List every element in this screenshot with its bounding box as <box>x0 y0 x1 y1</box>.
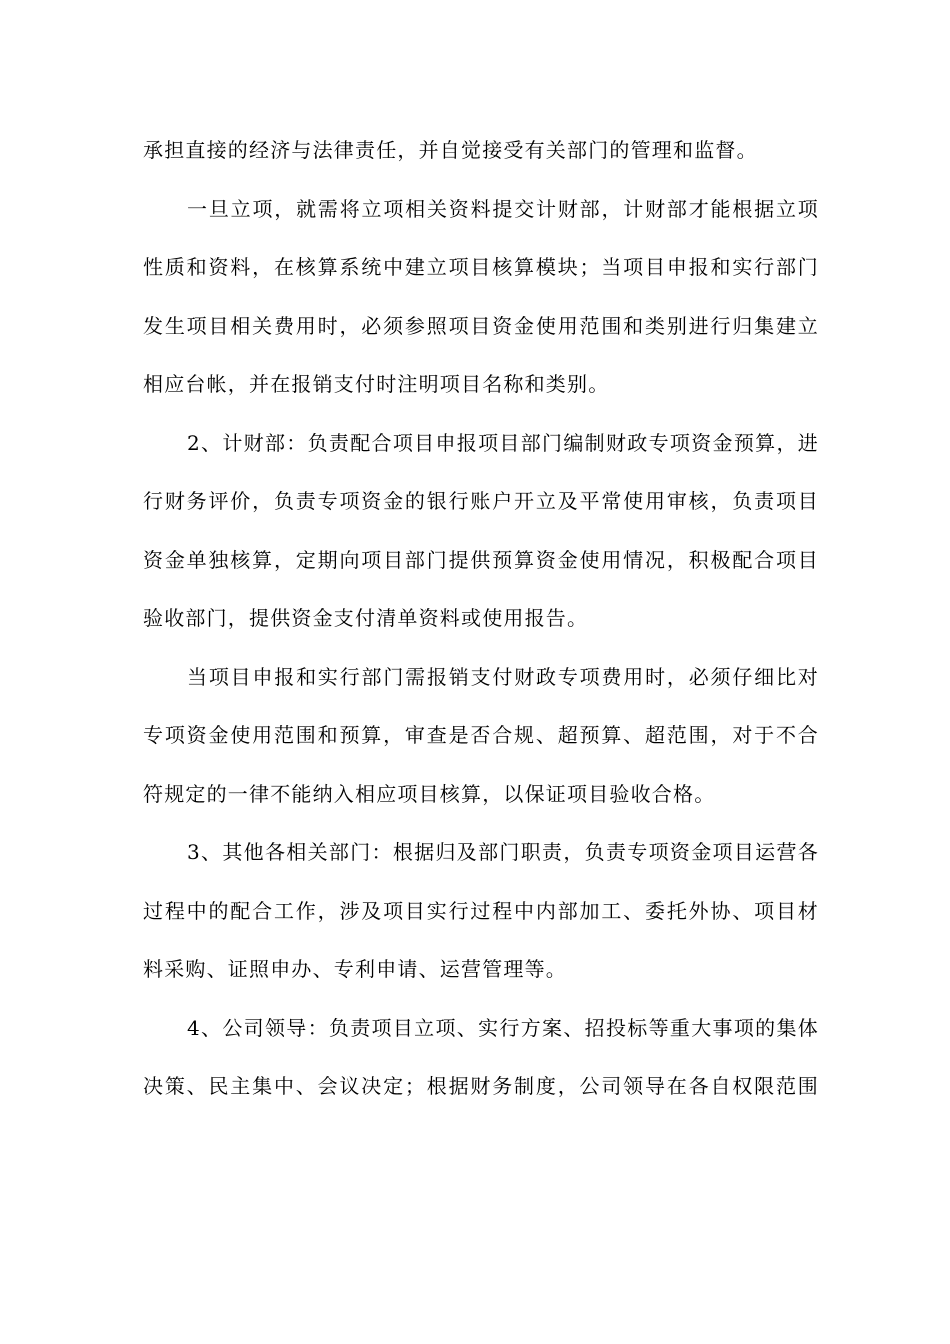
text-line: 发生项目相关费用时，必须参照项目资金使用范围和类别进行归集建立 <box>143 313 819 338</box>
text-line: 3、其他各相关部门：根据归及部门职责，负责专项资金项目运营各 <box>187 840 819 864</box>
text-line: 相应台帐，并在报销支付时注明项目名称和类别。 <box>143 372 610 396</box>
text-line: 决策、民主集中、会议决定；根据财务制度，公司领导在各自权限范围 <box>143 1074 819 1098</box>
text-line: 过程中的配合工作，涉及项目实行过程中内部加工、委托外协、项目材 <box>143 898 819 923</box>
text-line: 承担直接的经济与法律责任，并自觉接受有关部门的管理和监督。 <box>143 138 758 162</box>
text-line: 料采购、证照申办、专利申请、运营管理等。 <box>143 957 567 981</box>
paragraph-company-leadership <box>143 999 819 1116</box>
text-line: 行财务评价，负责专项资金的银行账户开立及平常使用审核，负责项目 <box>143 489 819 513</box>
paragraph-continuation <box>143 121 819 180</box>
paragraph-reimbursement-review <box>143 648 819 824</box>
text-line: 性质和资料，在核算系统中建立项目核算模块；当项目申报和实行部门 <box>143 255 819 279</box>
text-line: 4、公司领导：负责项目立项、实行方案、招投标等重大事项的集体 <box>187 1015 819 1040</box>
paragraph-project-approval <box>143 180 819 414</box>
text-line: 2、计财部：负责配合项目申报项目部门编制财政专项资金预算，进 <box>187 430 819 455</box>
text-line: 资金单独核算，定期向项目部门提供预算资金使用情况，积极配合项目 <box>143 547 819 572</box>
text-line: 专项资金使用范围和预算，审查是否合规、超预算、超范围，对于不合 <box>143 723 819 747</box>
paragraph-finance-department <box>143 414 819 648</box>
text-line: 验收部门，提供资金支付清单资料或使用报告。 <box>143 606 589 630</box>
text-line: 当项目申报和实行部门需报销支付财政专项费用时，必须仔细比对 <box>187 664 819 689</box>
paragraph-other-departments <box>143 823 819 999</box>
document-body <box>143 121 819 1116</box>
text-line: 一旦立项，就需将立项相关资料提交计财部，计财部才能根据立项 <box>187 196 819 221</box>
text-line: 符规定的一律不能纳入相应项目核算，以保证项目验收合格。 <box>143 781 716 806</box>
